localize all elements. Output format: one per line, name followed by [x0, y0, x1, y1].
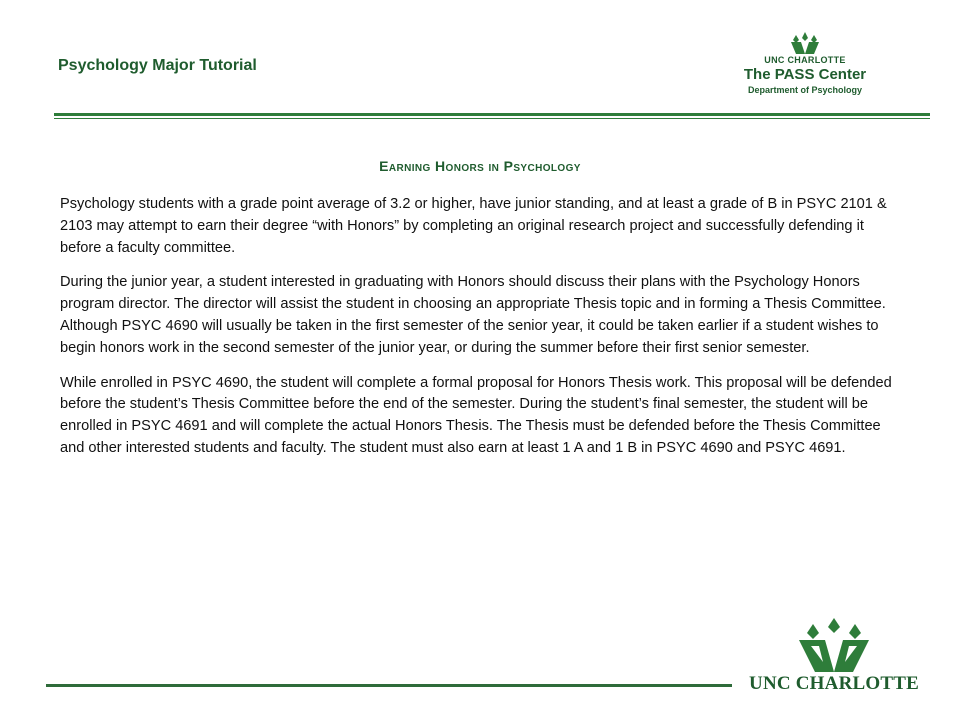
- unc-charlotte-wordmark: UNC CHARLOTTE: [749, 673, 919, 694]
- pass-logo-institution: UNC CHARLOTTE: [764, 55, 846, 65]
- paragraph-thesis-work: While enrolled in PSYC 4690, the student will complete a formal proposal for Honors Thesis work. This proposal will be defended before the student’s Thesis Committee before the end of the semester. During the student’s final semester, the student will be enrolled in PSYC 4691 and will complete the actual Honors Thesis. The Thesis must be defended before the Thesis Committee and other interested students and faculty. The student must also earn at least 1 A and 1 B in PSYC 4690 and PSYC 4691.: [60, 374, 892, 456]
- section-heading: Earning Honors in Psychology: [379, 158, 581, 174]
- header-divider-thin: [54, 118, 930, 119]
- footer-divider: [46, 684, 732, 687]
- paragraph-eligibility: Psychology students with a grade point average of 3.2 or higher, have junior standing, and at least a grade of B in PSYC 2101 & 2103 may attempt to earn their degree “with Honors” by completing an original research project and successfully defending it before a faculty committee.: [60, 196, 887, 256]
- paragraph-junior-year: During the junior year, a student interested in graduating with Honors should discuss their plans with the Psychology Honors program director. The director will assist the student in choosing an appropriate Thesis topic and in forming a Thesis Committee. Although PSYC 4690 will usually be taken in the first semester of the senior year, it could be taken earlier if a student wishes to begin honors work in the second semester of the junior year, or during the summer before their first senior semester.: [60, 274, 886, 356]
- header-divider: [54, 113, 930, 116]
- page-header-title: Psychology Major Tutorial: [58, 57, 257, 74]
- pass-logo-department: Department of Psychology: [747, 85, 863, 95]
- crown-icon: [789, 618, 879, 672]
- crown-icon: [785, 32, 825, 54]
- pass-logo-center-name: The PASS Center: [743, 66, 867, 83]
- pass-center-logo: [730, 32, 880, 108]
- body-text: [60, 194, 906, 473]
- unc-charlotte-logo: [742, 618, 926, 698]
